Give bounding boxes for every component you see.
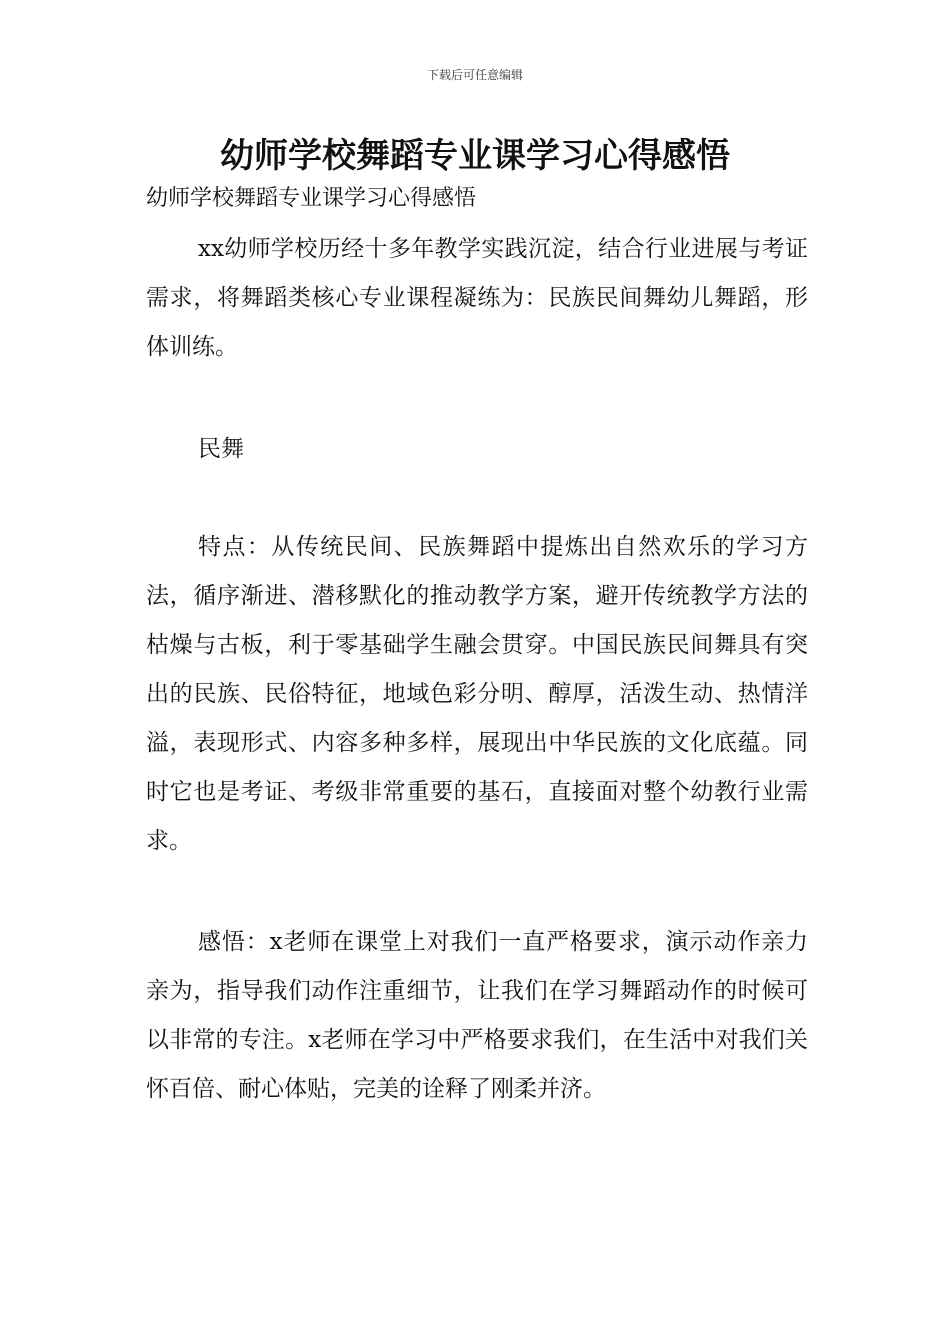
document-subtitle: 幼师学校舞蹈专业课学习心得感悟	[146, 186, 477, 211]
paragraph-intro: xx幼师学校历经十多年教学实践沉淀，结合行业进展与考证需求，将舞蹈类核心专业课程凝练为：民族民间舞幼儿舞蹈，形体训练。	[146, 236, 808, 360]
paragraph-reflection: 感悟：x老师在课堂上对我们一直严格要求，演示动作亲力亲为，指导我们动作注重细节，让我们在学习舞蹈动作的时候可以非常的专注。x老师在学习中严格要求我们，在生活中对我们关怀百倍、耐心体贴，完美的诠释了刚柔并济。	[146, 929, 808, 1102]
header-note: 下载后可任意编辑	[426, 68, 523, 82]
section-heading: 民舞	[198, 436, 244, 462]
paragraph-features: 特点：从传统民间、民族舞蹈中提炼出自然欢乐的学习方法，循序渐进、潜移默化的推动教学方案，避开传统教学方法的枯燥与古板，利于零基础学生融会贯穿。中国民族民间舞具有突出的民族、民俗特征，地域色彩分明、醇厚，活泼生动、热情洋溢，表现形式、内容多种多样，展现出中华民族的文化底蕴。同时它也是考证、考级非常重要的基石，直接面对整个幼教行业需求。	[146, 534, 808, 854]
document-title: 幼师学校舞蹈专业课学习心得感悟	[220, 136, 730, 176]
